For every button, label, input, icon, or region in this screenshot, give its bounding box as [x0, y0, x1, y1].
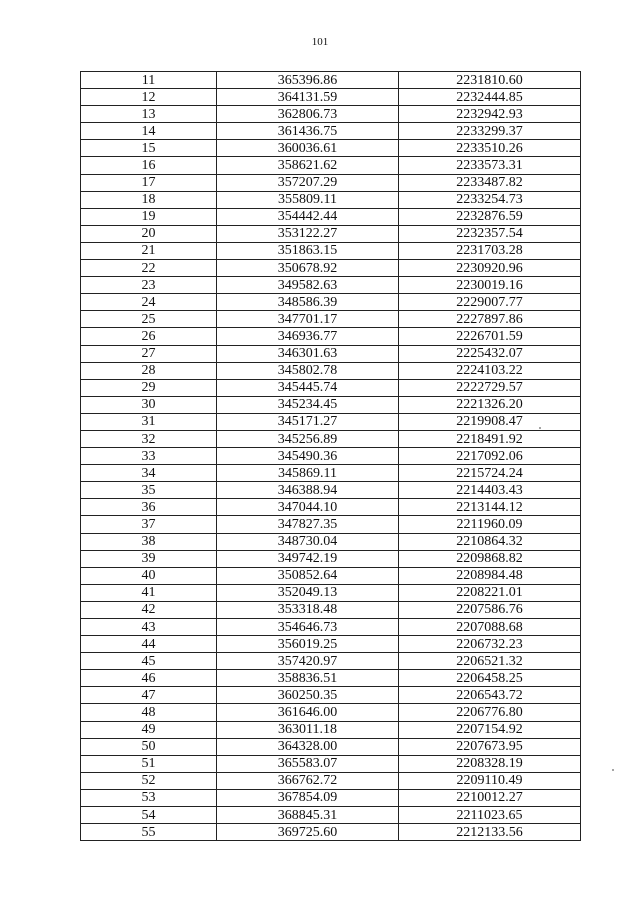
point-number-cell: 25 [81, 311, 217, 328]
x-coordinate-cell: 362806.73 [217, 106, 399, 123]
point-number-cell: 29 [81, 379, 217, 396]
y-coordinate-cell: 2221326.20 [399, 396, 581, 413]
table-row [81, 465, 581, 482]
table-row [81, 516, 581, 533]
table-row [81, 311, 581, 328]
x-coordinate-cell: 366762.72 [217, 772, 399, 789]
table-row [81, 242, 581, 259]
point-number-cell: 37 [81, 516, 217, 533]
point-number-cell: 24 [81, 294, 217, 311]
y-coordinate-cell: 2211960.09 [399, 516, 581, 533]
point-number-cell: 30 [81, 396, 217, 413]
table-row [81, 191, 581, 208]
point-number-cell: 52 [81, 772, 217, 789]
y-coordinate-cell: 2208221.01 [399, 584, 581, 601]
x-coordinate-cell: 345256.89 [217, 430, 399, 447]
y-coordinate-cell: 2225432.07 [399, 345, 581, 362]
point-number-cell: 16 [81, 157, 217, 174]
y-coordinate-cell: 2207586.76 [399, 601, 581, 618]
page-number: 101 [311, 36, 329, 48]
point-number-cell: 50 [81, 738, 217, 755]
y-coordinate-cell: 2230019.16 [399, 277, 581, 294]
table-row [81, 277, 581, 294]
table-row [81, 89, 581, 106]
point-number-cell: 19 [81, 208, 217, 225]
x-coordinate-cell: 354646.73 [217, 619, 399, 636]
point-number-cell: 53 [81, 789, 217, 806]
table-row [81, 601, 581, 618]
y-coordinate-cell: 2229007.77 [399, 294, 581, 311]
x-coordinate-cell: 347701.17 [217, 311, 399, 328]
point-number-cell: 38 [81, 533, 217, 550]
point-number-cell: 18 [81, 191, 217, 208]
point-number-cell: 54 [81, 807, 217, 824]
table-row [81, 448, 581, 465]
y-coordinate-cell: 2213144.12 [399, 499, 581, 516]
coordinate-table [80, 71, 581, 841]
y-coordinate-cell: 2207154.92 [399, 721, 581, 738]
table-row [81, 260, 581, 277]
table-row [81, 550, 581, 567]
y-coordinate-cell: 2206458.25 [399, 670, 581, 687]
table-row [81, 123, 581, 140]
point-number-cell: 44 [81, 636, 217, 653]
point-number-cell: 23 [81, 277, 217, 294]
y-coordinate-cell: 2233254.73 [399, 191, 581, 208]
x-coordinate-cell: 361436.75 [217, 123, 399, 140]
table-row [81, 362, 581, 379]
y-coordinate-cell: 2219908.47 [399, 413, 581, 430]
x-coordinate-cell: 350678.92 [217, 260, 399, 277]
table-row [81, 225, 581, 242]
table-row [81, 807, 581, 824]
x-coordinate-cell: 348586.39 [217, 294, 399, 311]
x-coordinate-cell: 345490.36 [217, 448, 399, 465]
point-number-cell: 39 [81, 550, 217, 567]
table-row [81, 430, 581, 447]
y-coordinate-cell: 2231703.28 [399, 242, 581, 259]
point-number-cell: 21 [81, 242, 217, 259]
point-number-cell: 36 [81, 499, 217, 516]
y-coordinate-cell: 2212133.56 [399, 824, 581, 841]
table-row [81, 345, 581, 362]
x-coordinate-cell: 346301.63 [217, 345, 399, 362]
point-number-cell: 31 [81, 413, 217, 430]
x-coordinate-cell: 358836.51 [217, 670, 399, 687]
y-coordinate-cell: 2210012.27 [399, 789, 581, 806]
x-coordinate-cell: 349742.19 [217, 550, 399, 567]
point-number-cell: 27 [81, 345, 217, 362]
y-coordinate-cell: 2233299.37 [399, 123, 581, 140]
x-coordinate-cell: 345171.27 [217, 413, 399, 430]
point-number-cell: 46 [81, 670, 217, 687]
y-coordinate-cell: 2233573.31 [399, 157, 581, 174]
point-number-cell: 32 [81, 430, 217, 447]
point-number-cell: 42 [81, 601, 217, 618]
table-row [81, 396, 581, 413]
table-row [81, 482, 581, 499]
table-row [81, 789, 581, 806]
table-row [81, 106, 581, 123]
y-coordinate-cell: 2233510.26 [399, 140, 581, 157]
point-number-cell: 28 [81, 362, 217, 379]
point-number-cell: 15 [81, 140, 217, 157]
y-coordinate-cell: 2206521.32 [399, 653, 581, 670]
point-number-cell: 41 [81, 584, 217, 601]
x-coordinate-cell: 356019.25 [217, 636, 399, 653]
x-coordinate-cell: 365583.07 [217, 755, 399, 772]
table-row [81, 772, 581, 789]
y-coordinate-cell: 2210864.32 [399, 533, 581, 550]
point-number-cell: 47 [81, 687, 217, 704]
point-number-cell: 11 [81, 72, 217, 89]
x-coordinate-cell: 347044.10 [217, 499, 399, 516]
point-number-cell: 22 [81, 260, 217, 277]
table-row [81, 738, 581, 755]
x-coordinate-cell: 345445.74 [217, 379, 399, 396]
y-coordinate-cell: 2209868.82 [399, 550, 581, 567]
y-coordinate-cell: 2207088.68 [399, 619, 581, 636]
table-row [81, 653, 581, 670]
x-coordinate-cell: 363011.18 [217, 721, 399, 738]
point-number-cell: 34 [81, 465, 217, 482]
scan-speck [539, 427, 541, 429]
x-coordinate-cell: 360036.61 [217, 140, 399, 157]
x-coordinate-cell: 350852.64 [217, 567, 399, 584]
table-row [81, 499, 581, 516]
y-coordinate-cell: 2208984.48 [399, 567, 581, 584]
point-number-cell: 49 [81, 721, 217, 738]
y-coordinate-cell: 2206543.72 [399, 687, 581, 704]
x-coordinate-cell: 357207.29 [217, 174, 399, 191]
table-row [81, 533, 581, 550]
x-coordinate-cell: 369725.60 [217, 824, 399, 841]
x-coordinate-cell: 358621.62 [217, 157, 399, 174]
point-number-cell: 14 [81, 123, 217, 140]
x-coordinate-cell: 357420.97 [217, 653, 399, 670]
y-coordinate-cell: 2208328.19 [399, 755, 581, 772]
table-row [81, 174, 581, 191]
table-row [81, 721, 581, 738]
x-coordinate-cell: 348730.04 [217, 533, 399, 550]
table-row [81, 824, 581, 841]
x-coordinate-cell: 352049.13 [217, 584, 399, 601]
y-coordinate-cell: 2232876.59 [399, 208, 581, 225]
point-number-cell: 51 [81, 755, 217, 772]
y-coordinate-cell: 2218491.92 [399, 430, 581, 447]
table-row [81, 619, 581, 636]
y-coordinate-cell: 2217092.06 [399, 448, 581, 465]
x-coordinate-cell: 346936.77 [217, 328, 399, 345]
table-row [81, 208, 581, 225]
y-coordinate-cell: 2209110.49 [399, 772, 581, 789]
x-coordinate-cell: 364328.00 [217, 738, 399, 755]
y-coordinate-cell: 2222729.57 [399, 379, 581, 396]
table-row [81, 687, 581, 704]
y-coordinate-cell: 2226701.59 [399, 328, 581, 345]
y-coordinate-cell: 2232357.54 [399, 225, 581, 242]
table-row [81, 294, 581, 311]
table-row [81, 413, 581, 430]
y-coordinate-cell: 2231810.60 [399, 72, 581, 89]
y-coordinate-cell: 2232444.85 [399, 89, 581, 106]
y-coordinate-cell: 2232942.93 [399, 106, 581, 123]
x-coordinate-cell: 368845.31 [217, 807, 399, 824]
coordinate-table-body [81, 72, 581, 841]
point-number-cell: 33 [81, 448, 217, 465]
table-row [81, 636, 581, 653]
table-row [81, 157, 581, 174]
y-coordinate-cell: 2227897.86 [399, 311, 581, 328]
x-coordinate-cell: 345234.45 [217, 396, 399, 413]
x-coordinate-cell: 361646.00 [217, 704, 399, 721]
y-coordinate-cell: 2211023.65 [399, 807, 581, 824]
table-row [81, 755, 581, 772]
x-coordinate-cell: 351863.15 [217, 242, 399, 259]
y-coordinate-cell: 2206732.23 [399, 636, 581, 653]
table-row [81, 670, 581, 687]
table-row [81, 72, 581, 89]
x-coordinate-cell: 347827.35 [217, 516, 399, 533]
point-number-cell: 55 [81, 824, 217, 841]
point-number-cell: 35 [81, 482, 217, 499]
x-coordinate-cell: 364131.59 [217, 89, 399, 106]
x-coordinate-cell: 353318.48 [217, 601, 399, 618]
y-coordinate-cell: 2230920.96 [399, 260, 581, 277]
y-coordinate-cell: 2215724.24 [399, 465, 581, 482]
x-coordinate-cell: 345869.11 [217, 465, 399, 482]
x-coordinate-cell: 345802.78 [217, 362, 399, 379]
point-number-cell: 43 [81, 619, 217, 636]
point-number-cell: 48 [81, 704, 217, 721]
y-coordinate-cell: 2206776.80 [399, 704, 581, 721]
table-row [81, 328, 581, 345]
table-row [81, 379, 581, 396]
point-number-cell: 13 [81, 106, 217, 123]
x-coordinate-cell: 365396.86 [217, 72, 399, 89]
y-coordinate-cell: 2207673.95 [399, 738, 581, 755]
y-coordinate-cell: 2224103.22 [399, 362, 581, 379]
x-coordinate-cell: 355809.11 [217, 191, 399, 208]
x-coordinate-cell: 349582.63 [217, 277, 399, 294]
point-number-cell: 26 [81, 328, 217, 345]
table-row [81, 584, 581, 601]
scan-speck [612, 769, 614, 771]
table-row [81, 140, 581, 157]
point-number-cell: 12 [81, 89, 217, 106]
point-number-cell: 20 [81, 225, 217, 242]
table-row [81, 567, 581, 584]
x-coordinate-cell: 354442.44 [217, 208, 399, 225]
table-row [81, 704, 581, 721]
x-coordinate-cell: 360250.35 [217, 687, 399, 704]
point-number-cell: 40 [81, 567, 217, 584]
x-coordinate-cell: 353122.27 [217, 225, 399, 242]
y-coordinate-cell: 2214403.43 [399, 482, 581, 499]
point-number-cell: 17 [81, 174, 217, 191]
x-coordinate-cell: 367854.09 [217, 789, 399, 806]
point-number-cell: 45 [81, 653, 217, 670]
x-coordinate-cell: 346388.94 [217, 482, 399, 499]
y-coordinate-cell: 2233487.82 [399, 174, 581, 191]
